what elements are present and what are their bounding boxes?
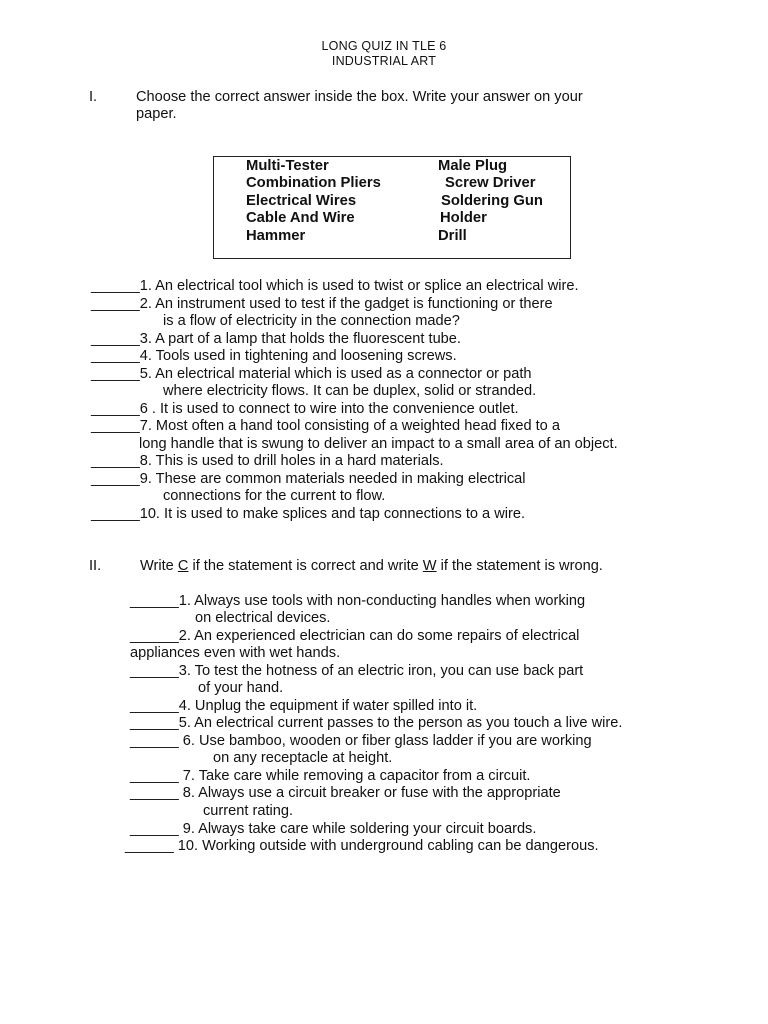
statement-line: current rating. — [203, 803, 294, 819]
choice-drill: Drill — [438, 228, 467, 244]
choice-electrical-wires: Electrical Wires — [246, 193, 357, 209]
statement-line: ______ 9. Always take care while soldering your circuit boards. — [130, 821, 537, 837]
statement-line: of your hand. — [198, 680, 284, 696]
section2-instruction — [140, 558, 603, 575]
question-line: ______1. An electrical tool which is used to twist or splice an electrical wire. — [91, 278, 579, 294]
instruction-text: Write — [140, 558, 178, 574]
choice-holder: Holder — [440, 210, 487, 226]
statement-line: ______ 7. Take care while removing a capacitor from a circuit. — [130, 768, 531, 784]
statement-line: on any receptacle at height. — [213, 750, 393, 766]
choice-male-plug: Male Plug — [438, 158, 508, 174]
question-line: ______5. An electrical material which is used as a connector or path — [91, 366, 532, 382]
page-subtitle: INDUSTRIAL ART — [331, 54, 437, 68]
section1-instruction-line2: paper. — [136, 106, 177, 122]
question-line: ______4. Tools used in tightening and loosening screws. — [91, 348, 457, 364]
question-line: where electricity flows. It can be duplex, solid or stranded. — [163, 383, 537, 399]
choice-cable-and-wire: Cable And Wire — [246, 210, 355, 226]
statement-line: ______ 10. Working outside with underground cabling can be dangerous. — [125, 838, 599, 854]
page-title: LONG QUIZ IN TLE 6 — [321, 39, 447, 53]
statement-line: ______ 8. Always use a circuit breaker or fuse with the appropriate — [130, 785, 561, 801]
statement-line: ______5. An electrical current passes to the person as you touch a live wire. — [130, 715, 623, 731]
question-line: ______10. It is used to make splices and tap connections to a wire. — [91, 506, 526, 522]
question-line: is a flow of electricity in the connection made? — [163, 313, 460, 329]
choice-screw-driver: Screw Driver — [445, 175, 536, 191]
instruction-text: if the statement is wrong. — [436, 558, 603, 574]
question-line: ______7. Most often a hand tool consisting of a weighted head fixed to a — [91, 418, 560, 434]
question-line: ______2. An instrument used to test if the gadget is functioning or there — [91, 296, 553, 312]
choice-hammer: Hammer — [246, 228, 306, 244]
question-line: ______3. A part of a lamp that holds the fluorescent tube. — [91, 331, 461, 347]
section1-numeral: I. — [89, 89, 98, 105]
statement-line: ______4. Unplug the equipment if water spilled into it. — [130, 698, 478, 714]
statement-line: ______ 6. Use bamboo, wooden or fiber glass ladder if you are working — [130, 733, 592, 749]
statement-line: appliances even with wet hands. — [130, 645, 341, 661]
question-line: connections for the current to flow. — [163, 488, 386, 504]
instruction-text: if the statement is correct and write — [188, 558, 423, 574]
section2-numeral: II. — [89, 558, 102, 574]
statement-line: ______3. To test the hotness of an electric iron, you can use back part — [130, 663, 584, 679]
section1-instruction-line1: Choose the correct answer inside the box. Write your answer on your — [136, 89, 583, 105]
instruction-c: C — [177, 558, 189, 574]
answer-choices-box — [213, 156, 571, 259]
choice-multi-tester: Multi-Tester — [246, 158, 329, 174]
question-line: ______8. This is used to drill holes in a hard materials. — [91, 453, 444, 469]
question-line: ______6 . It is used to connect to wire into the convenience outlet. — [91, 401, 519, 417]
statement-line: on electrical devices. — [195, 610, 331, 626]
statement-line: ______1. Always use tools with non-conducting handles when working — [130, 593, 586, 609]
question-line: ______9. These are common materials needed in making electrical — [91, 471, 526, 487]
choice-combination-pliers: Combination Pliers — [246, 175, 381, 191]
choice-soldering-gun: Soldering Gun — [441, 193, 543, 209]
statement-line: ______2. An experienced electrician can do some repairs of electrical — [130, 628, 580, 644]
instruction-w: W — [422, 558, 437, 574]
question-line: long handle that is swung to deliver an impact to a small area of an object. — [139, 436, 618, 452]
